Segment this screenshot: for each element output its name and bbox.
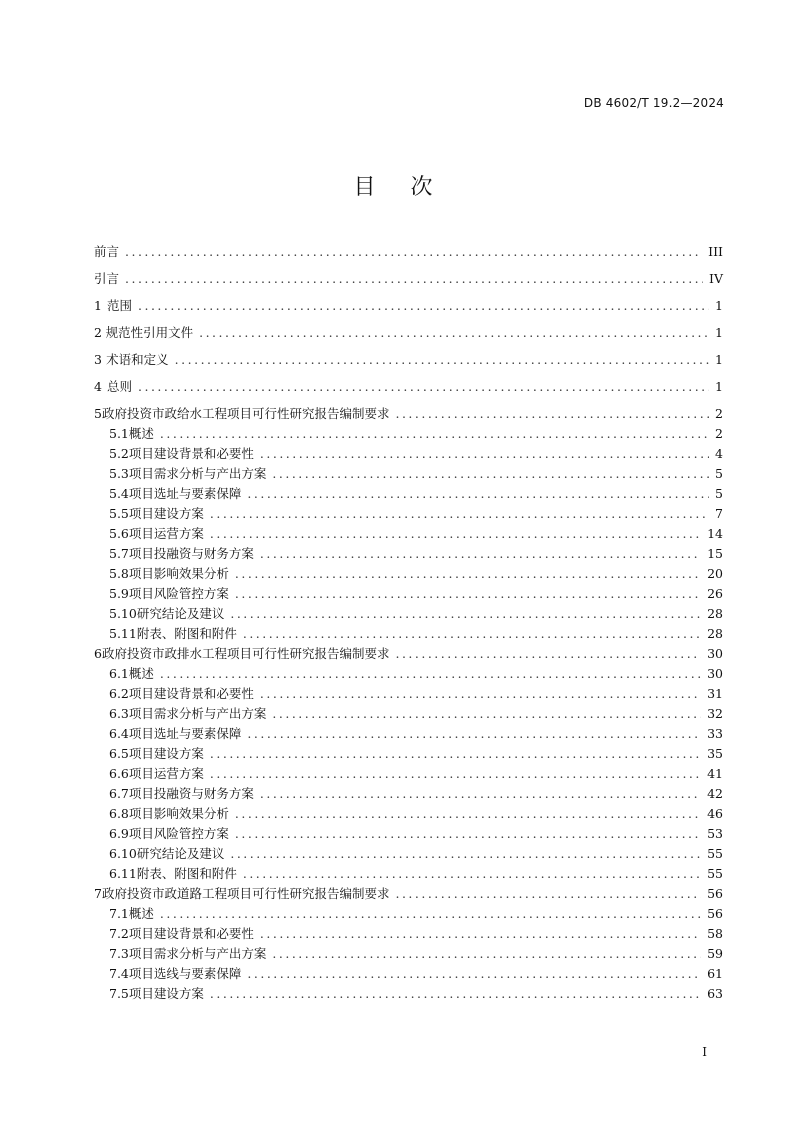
- toc-entry-title: 项目建设方案: [128, 506, 204, 521]
- dot-leader: [260, 926, 701, 941]
- toc-entry-page: 61: [707, 966, 723, 981]
- toc-entry-page: 1: [715, 352, 723, 367]
- toc-entry[interactable]: [94, 624, 723, 644]
- toc-entry-number: 5.8: [109, 566, 129, 581]
- toc-entry-title: 概述: [128, 906, 154, 921]
- toc-entry-number: 3: [94, 352, 102, 367]
- toc-entry-page: 32: [707, 706, 723, 721]
- toc-entry-number: 6.2: [109, 686, 129, 701]
- toc-entry-number: 7.5: [109, 986, 129, 1001]
- toc-entry[interactable]: [94, 724, 723, 744]
- toc-entry-page: 30: [707, 646, 723, 661]
- dot-leader: [210, 506, 709, 521]
- toc-entry-title: 项目运营方案: [128, 766, 204, 781]
- dot-leader: [247, 966, 701, 981]
- dot-leader: [395, 406, 709, 421]
- toc-entry-page: 56: [707, 886, 723, 901]
- toc-entry-title: 项目建设方案: [128, 746, 204, 761]
- toc-entry-number: 5.1: [109, 426, 129, 441]
- toc-entry-number: 1: [94, 298, 102, 313]
- toc-entry-number: 5.2: [109, 446, 129, 461]
- toc-entry-number: 6.10: [109, 846, 137, 861]
- toc-entry-title: 项目投融资与财务方案: [128, 546, 254, 561]
- dot-leader: [230, 606, 701, 621]
- toc-entry[interactable]: [94, 564, 723, 584]
- toc-entry[interactable]: [94, 924, 723, 944]
- dot-leader: [230, 846, 701, 861]
- page-number: I: [702, 1045, 707, 1059]
- toc-entry-number: 6.11: [109, 866, 137, 881]
- toc-entry-page: 35: [707, 746, 723, 761]
- toc-entry-title: 项目建设背景和必要性: [128, 686, 254, 701]
- toc-entry-title: 项目选线与要素保障: [128, 966, 242, 981]
- toc-entry-page: 42: [707, 786, 723, 801]
- toc-entry-title: 前言: [94, 244, 120, 259]
- toc-entry-title: 规范性引用文件: [105, 325, 194, 340]
- dot-leader: [395, 886, 701, 901]
- toc-entry-number: 7.3: [109, 946, 129, 961]
- toc-entry[interactable]: [94, 504, 723, 524]
- dot-leader: [260, 686, 701, 701]
- dot-leader: [395, 646, 701, 661]
- toc-entry-title: 项目风险管控方案: [128, 826, 229, 841]
- toc-entry[interactable]: [94, 664, 723, 684]
- toc-entry-number: 4: [94, 379, 102, 394]
- toc-entry-page: 5: [715, 466, 723, 481]
- dot-leader: [210, 766, 701, 781]
- toc-entry-title: 政府投资市政给水工程项目可行性研究报告编制要求: [101, 406, 390, 421]
- dot-leader: [243, 626, 701, 641]
- dot-leader: [138, 379, 709, 394]
- dot-leader: [210, 526, 701, 541]
- dot-leader: [243, 866, 701, 881]
- toc-entry-page: 2: [715, 406, 723, 421]
- toc-entry-page: 28: [707, 606, 723, 621]
- toc-entry-number: 5.3: [109, 466, 129, 481]
- toc-entry[interactable]: [94, 242, 723, 269]
- toc-entry-title: 政府投资市政道路工程项目可行性研究报告编制要求: [101, 886, 390, 901]
- toc-entry[interactable]: [94, 524, 723, 544]
- toc-entry-title: 项目投融资与财务方案: [128, 786, 254, 801]
- toc-entry-title: 项目运营方案: [128, 526, 204, 541]
- toc-entry-page: IV: [709, 271, 723, 286]
- toc-entry-page: 15: [707, 546, 723, 561]
- toc-entry[interactable]: [94, 964, 723, 984]
- toc-entry-number: 6.1: [109, 666, 129, 681]
- toc-entry-number: 5.7: [109, 546, 129, 561]
- toc-entry-page: 59: [707, 946, 723, 961]
- table-of-contents: [94, 242, 723, 1004]
- dot-leader: [247, 486, 709, 501]
- toc-entry-title: 附表、附图和附件: [136, 626, 237, 641]
- toc-entry[interactable]: [94, 296, 723, 323]
- toc-entry-title: 项目选址与要素保障: [128, 726, 242, 741]
- dot-leader: [125, 244, 702, 259]
- toc-entry[interactable]: [94, 584, 723, 604]
- toc-entry[interactable]: [94, 764, 723, 784]
- toc-entry-page: 30: [707, 666, 723, 681]
- toc-entry[interactable]: [94, 269, 723, 296]
- dot-leader: [235, 806, 701, 821]
- toc-entry[interactable]: [94, 984, 723, 1004]
- toc-entry-title: 附表、附图和附件: [136, 866, 237, 881]
- dot-leader: [272, 466, 709, 481]
- dot-leader: [199, 325, 709, 340]
- toc-entry-page: 63: [707, 986, 723, 1001]
- toc-entry-number: 5.11: [109, 626, 137, 641]
- document-code: DB 4602/T 19.2—2024: [583, 96, 724, 110]
- toc-entry[interactable]: [94, 704, 723, 724]
- toc-entry[interactable]: [94, 884, 723, 904]
- toc-entry-page: 5: [715, 486, 723, 501]
- toc-entry-page: 20: [707, 566, 723, 581]
- toc-entry[interactable]: [94, 644, 723, 664]
- toc-entry-title: 范围: [106, 298, 132, 313]
- toc-entry-title: 项目需求分析与产出方案: [128, 706, 267, 721]
- toc-entry-number: 6.9: [109, 826, 129, 841]
- toc-entry-title: 项目影响效果分析: [128, 806, 229, 821]
- toc-entry[interactable]: [94, 824, 723, 844]
- dot-leader: [260, 546, 701, 561]
- toc-entry-title: 概述: [128, 426, 154, 441]
- toc-entry-page: 31: [707, 686, 723, 701]
- dot-leader: [125, 271, 703, 286]
- toc-entry-page: 33: [707, 726, 723, 741]
- toc-entry-number: 6: [94, 646, 102, 661]
- toc-entry[interactable]: [94, 904, 723, 924]
- dot-leader: [175, 352, 709, 367]
- dot-leader: [247, 726, 701, 741]
- toc-entry[interactable]: [94, 350, 723, 377]
- toc-entry-page: 55: [707, 866, 723, 881]
- dot-leader: [160, 906, 701, 921]
- toc-entry[interactable]: [94, 323, 723, 350]
- toc-entry-number: 7.2: [109, 926, 129, 941]
- dot-leader: [160, 426, 709, 441]
- toc-entry-title: 术语和定义: [106, 352, 169, 367]
- toc-entry-number: 6.6: [109, 766, 129, 781]
- toc-entry-number: 6.8: [109, 806, 129, 821]
- toc-entry[interactable]: [94, 404, 723, 424]
- toc-entry-number: 7.4: [109, 966, 129, 981]
- toc-entry-page: 46: [707, 806, 723, 821]
- toc-entry-title: 项目选址与要素保障: [128, 486, 242, 501]
- toc-entry-title: 概述: [128, 666, 154, 681]
- toc-entry[interactable]: [94, 544, 723, 564]
- toc-entry-page: 7: [715, 506, 723, 521]
- dot-leader: [272, 706, 701, 721]
- dot-leader: [235, 566, 701, 581]
- toc-entry-page: 41: [707, 766, 723, 781]
- toc-entry-number: 7.1: [109, 906, 129, 921]
- toc-entry-number: 6.5: [109, 746, 129, 761]
- toc-entry-title: 项目影响效果分析: [128, 566, 229, 581]
- toc-entry[interactable]: [94, 744, 723, 764]
- dot-leader: [160, 666, 701, 681]
- toc-entry-page: 2: [715, 426, 723, 441]
- dot-leader: [260, 786, 701, 801]
- toc-entry-title: 研究结论及建议: [136, 606, 225, 621]
- toc-entry[interactable]: [94, 784, 723, 804]
- dot-leader: [235, 586, 701, 601]
- toc-entry[interactable]: [94, 484, 723, 504]
- dot-leader: [260, 446, 709, 461]
- toc-entry-page: 56: [707, 906, 723, 921]
- dot-leader: [272, 946, 701, 961]
- toc-entry-title: 项目建设背景和必要性: [128, 446, 254, 461]
- toc-entry[interactable]: [94, 844, 723, 864]
- toc-entry-number: 5.6: [109, 526, 129, 541]
- toc-entry[interactable]: [94, 944, 723, 964]
- toc-entry-title: 项目风险管控方案: [128, 586, 229, 601]
- toc-entry-number: 5: [94, 406, 102, 421]
- toc-entry-page: 4: [715, 446, 723, 461]
- toc-entry[interactable]: [94, 464, 723, 484]
- toc-entry-title: 项目建设背景和必要性: [128, 926, 254, 941]
- toc-entry-number: 5.9: [109, 586, 129, 601]
- toc-entry-page: 55: [707, 846, 723, 861]
- toc-entry[interactable]: [94, 424, 723, 444]
- toc-entry-page: 53: [707, 826, 723, 841]
- toc-entry-title: 引言: [94, 271, 120, 286]
- toc-entry-title: 项目建设方案: [128, 986, 204, 1001]
- toc-entry[interactable]: [94, 684, 723, 704]
- toc-entry-number: 6.4: [109, 726, 129, 741]
- toc-entry-number: 5.5: [109, 506, 129, 521]
- toc-entry-number: 6.7: [109, 786, 129, 801]
- toc-entry-title: 政府投资市政排水工程项目可行性研究报告编制要求: [101, 646, 390, 661]
- toc-entry-page: 1: [715, 298, 723, 313]
- toc-entry-number: 7: [94, 886, 102, 901]
- toc-entry-number: 2: [94, 325, 102, 340]
- toc-entry-title: 研究结论及建议: [136, 846, 225, 861]
- dot-leader: [210, 986, 701, 1001]
- toc-entry-number: 5.4: [109, 486, 129, 501]
- toc-entry-page: 1: [715, 325, 723, 340]
- toc-entry[interactable]: [94, 377, 723, 404]
- toc-entry-title: 项目需求分析与产出方案: [128, 946, 267, 961]
- toc-entry-page: 1: [715, 379, 723, 394]
- toc-entry[interactable]: [94, 444, 723, 464]
- page-title: 目 次: [353, 175, 447, 200]
- toc-entry-page: 14: [707, 526, 723, 541]
- toc-entry-title: 项目需求分析与产出方案: [128, 466, 267, 481]
- toc-entry-number: 6.3: [109, 706, 129, 721]
- toc-entry[interactable]: [94, 864, 723, 884]
- toc-entry-page: 28: [707, 626, 723, 641]
- toc-entry-title: 总则: [106, 379, 132, 394]
- dot-leader: [210, 746, 701, 761]
- toc-entry[interactable]: [94, 804, 723, 824]
- dot-leader: [138, 298, 709, 313]
- dot-leader: [235, 826, 701, 841]
- toc-entry-page: 58: [707, 926, 723, 941]
- toc-entry-number: 5.10: [109, 606, 137, 621]
- toc-entry-page: 26: [707, 586, 723, 601]
- toc-entry[interactable]: [94, 604, 723, 624]
- toc-entry-page: III: [708, 244, 723, 259]
